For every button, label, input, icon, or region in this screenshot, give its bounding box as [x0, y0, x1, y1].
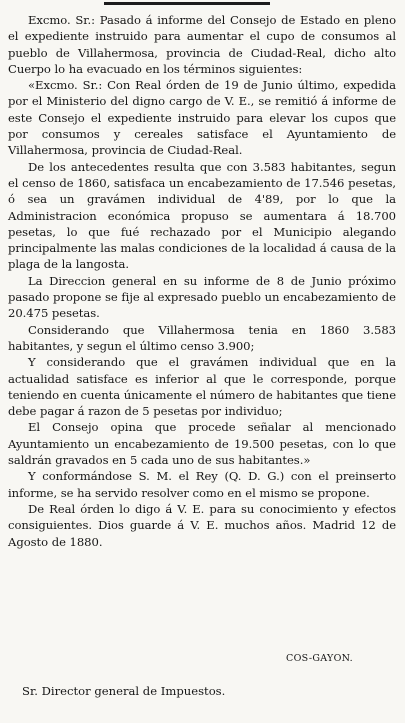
paragraph-direccion-general: La Direccion general en su informe de 8 de Junio próximo pasado propone se fije al expresado pueblo un encabezamiento de 20.475 pesetas.: [8, 273, 396, 321]
paragraph-consejo-opina: El Consejo opina que procede señalar al mencionado Ayuntamiento un encabezamiento de 19.500 pesetas, con lo que saldrán gravados en 5 cada uno de sus habitantes.»: [8, 420, 396, 468]
paragraph-intro: Excmo. Sr.: Pasado á informe del Consejo de Estado en pleno el expediente instruido para aumentar el cupo de consumos al pueblo de Villahermosa, provincia de Ciudad-Real, dicho alto Cuerpo lo ha evacuado en los términos siguientes:: [8, 13, 396, 76]
paragraph-antecedentes: De los antecedentes resulta que con 3.583 habitantes, segun el censo de 1860, satisfaca un encabezamiento de 17.546 pesetas, ó sea un gravámen individual de 4'89, por lo que la Administracion económica propuso se aumentara á 18.700 pesetas, lo que fué rechazado por el Municipio alegando principalmente las malas condiciones de la localidad á causa de la plaga de la langosta.: [8, 159, 396, 272]
paragraph-considerando-habitantes: Considerando que Villahermosa tenia en 1860 3.583 habitantes, y segun el último censo 3.900;: [8, 322, 396, 353]
paragraph-conformandose: Y conformándose S. M. el Rey (Q. D. G.) con el preinserto informe, se ha servido resolver como en el mismo se propone.: [8, 469, 396, 500]
paragraph-considerando-gravamen: Y considerando que el gravámen individual que en la actualidad satisface es inferior al que le corresponde, porque teniendo en cuenta únicamente el número de habitantes que tiene debe pagar á razon de 5 pesetas por individuo;: [8, 355, 397, 419]
paragraph-closing: De Real órden lo digo á V. E. para su conocimiento y efectos consiguientes. Dios guarde á V. E. muchos años. Madrid 12 de Agosto de 1880.: [8, 501, 396, 549]
document-body: [8, 12, 396, 550]
addressee: Sr. Director general de Impuestos.: [22, 684, 226, 698]
signature: COS-GAYON.: [286, 653, 353, 664]
top-divider-rule: [104, 2, 270, 5]
paragraph-real-orden: «Excmo. Sr.: Con Real órden de 19 de Junio último, expedida por el Ministerio del digno cargo de V. E., se remitió á informe de este Consejo el expediente instruido para elevar los cupos que por consumos y cereales satisface el Ayuntamiento de Villahermosa, provincia de Ciudad-Real.: [8, 78, 396, 158]
